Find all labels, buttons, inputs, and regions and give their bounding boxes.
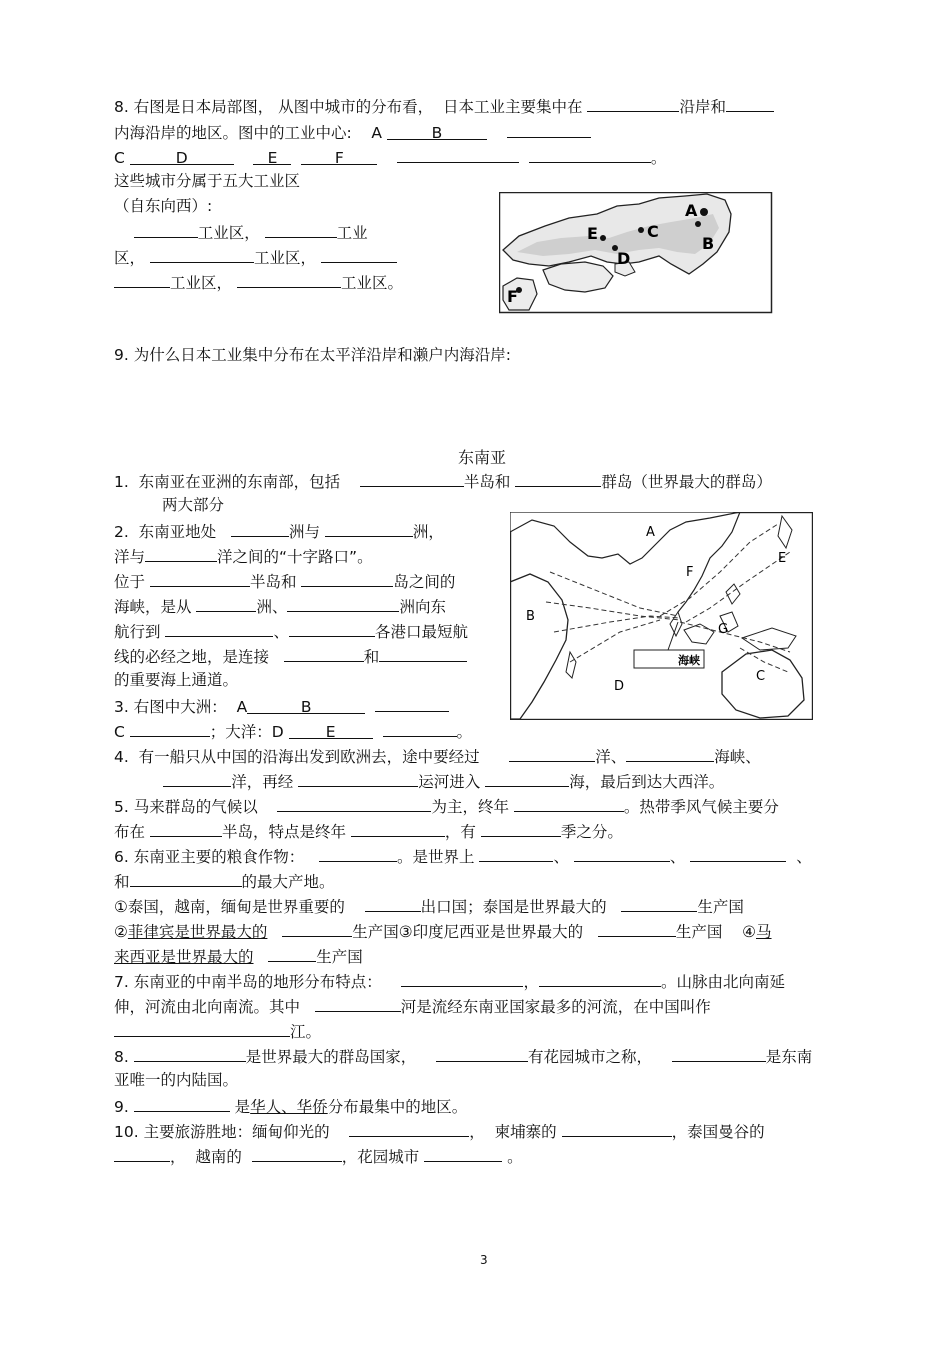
- city-e-dot: [600, 235, 606, 241]
- blank[interactable]: [265, 221, 337, 238]
- blank[interactable]: [268, 945, 316, 962]
- city-a-dot: [700, 208, 708, 216]
- southeast-asia-map: [510, 512, 813, 720]
- japan-q8-line5: （自东向西）:: [114, 197, 213, 215]
- blank-e[interactable]: E: [289, 722, 373, 739]
- blank[interactable]: [587, 95, 679, 112]
- blank[interactable]: [383, 720, 457, 737]
- japan-q9: 9. 为什么日本工业集中分布在太平洋沿岸和濑户内海沿岸:: [114, 346, 511, 364]
- blank[interactable]: [515, 470, 601, 487]
- blank[interactable]: [481, 820, 561, 837]
- map-label: D: [617, 249, 631, 268]
- city-c-dot: [638, 227, 644, 233]
- sea-q3-line1: 3. 右图中大洲： A B: [114, 695, 449, 717]
- blank[interactable]: [277, 795, 431, 812]
- blank[interactable]: [321, 246, 397, 263]
- sea-q6-line4: ②菲律宾是世界最大的 生产国③印度尼西亚是世界最大的 生产国 ④马: [114, 920, 772, 942]
- blank[interactable]: [134, 221, 198, 238]
- strait-label: 海峡: [678, 654, 700, 667]
- blank[interactable]: [507, 121, 591, 138]
- map-label: F: [686, 565, 694, 580]
- blank[interactable]: [301, 570, 393, 587]
- japan-q8-line2: 内海沿岸的地区。图中的工业中心: A B: [114, 121, 591, 143]
- blank[interactable]: [375, 695, 449, 712]
- blank[interactable]: [401, 970, 523, 987]
- japan-map: [499, 192, 773, 314]
- blank[interactable]: [231, 520, 289, 537]
- blank[interactable]: [626, 745, 714, 762]
- sea-q10-line2: ， 越南的 ，花园城市 。: [114, 1145, 523, 1167]
- sea-q7-line1: 7. 东南亚的中南半岛的地形分布特点： ， 。山脉由北向南延: [114, 970, 785, 992]
- blank[interactable]: [514, 795, 624, 812]
- blank[interactable]: [114, 1145, 170, 1162]
- page-number: 3: [480, 1253, 488, 1267]
- japan-q8-line3: C D E F 。: [114, 146, 666, 168]
- blank[interactable]: [509, 745, 595, 762]
- sea-q8-line2: 亚唯一的内陆国。: [114, 1071, 239, 1089]
- sea-q7-line2: 伸，河流由北向南流。其中 河是流经东南亚国家最多的河流，在中国叫作: [114, 995, 711, 1017]
- map-label: E: [587, 224, 598, 243]
- blank[interactable]: [114, 1020, 290, 1037]
- map-label: D: [614, 679, 625, 694]
- blank[interactable]: [134, 1095, 230, 1112]
- blank[interactable]: [150, 820, 222, 837]
- section-title: 东南亚: [458, 448, 507, 467]
- sea-q8-line1: 8. 是世界最大的群岛国家， 有花园城市之称， 是东南: [114, 1045, 812, 1067]
- blank[interactable]: [529, 146, 651, 163]
- blank[interactable]: [134, 1045, 246, 1062]
- sea-q3-line2: C ；大洋：D E 。: [114, 720, 472, 742]
- blank-d[interactable]: D: [130, 148, 234, 165]
- map-label: G: [718, 622, 729, 637]
- blank[interactable]: [397, 146, 519, 163]
- sea-q1-line2: 两大部分: [162, 496, 225, 514]
- sea-q1-line1: 1. 东南亚在亚洲的东南部，包括 半岛和 群岛（世界最大的群岛）: [114, 470, 772, 492]
- blank[interactable]: [436, 1045, 528, 1062]
- blank[interactable]: [298, 770, 418, 787]
- city-b-dot: [695, 221, 701, 227]
- blank[interactable]: [150, 246, 254, 263]
- sea-q10-line1: 10. 主要旅游胜地：缅甸仰光的 ， 柬埔寨的 ，泰国曼谷的: [114, 1120, 765, 1142]
- blank[interactable]: [145, 545, 217, 562]
- japan-q8-line6: 工业区， 工业: [114, 221, 368, 243]
- blank[interactable]: [379, 645, 467, 662]
- map-label: E: [778, 551, 787, 566]
- blank[interactable]: [315, 995, 401, 1012]
- sea-q2-line6: 线的必经之地，是连接 和: [114, 645, 467, 667]
- blank[interactable]: [351, 820, 445, 837]
- sea-q2-line2: 洋与 洋之间的“十字路口”。: [114, 545, 373, 567]
- sea-q2-line7: 的重要海上通道。: [114, 671, 239, 689]
- blank[interactable]: [621, 895, 697, 912]
- sea-q5-line1: 5. 马来群岛的气候以 为主，终年 。热带季风气候主要分: [114, 795, 779, 817]
- map-label: F: [507, 287, 518, 306]
- blank[interactable]: [287, 595, 399, 612]
- sea-q7-line3: 江。: [114, 1020, 321, 1042]
- blank[interactable]: [424, 1145, 502, 1162]
- blank[interactable]: [349, 1120, 469, 1137]
- blank[interactable]: [196, 595, 256, 612]
- japan-q8-line8: 工业区， 工业区。: [114, 271, 403, 293]
- blank[interactable]: [284, 645, 364, 662]
- map-label: A: [646, 525, 655, 540]
- blank-b[interactable]: B: [387, 123, 487, 140]
- blank[interactable]: [479, 845, 553, 862]
- sea-q5-line2: 布在 半岛，特点是终年 ，有 季之分。: [114, 820, 623, 842]
- blank[interactable]: [690, 845, 786, 862]
- sea-q4-line1: 4. 有一船只从中国的沿海出发到欧洲去，途中要经过 洋、 海峡、: [114, 745, 761, 767]
- map-label: C: [647, 222, 659, 241]
- sea-q6-line1: 6. 东南亚主要的粮食作物： 。是世界上 、 、 、: [114, 845, 812, 867]
- sea-q6-line3: ①泰国，越南，缅甸是世界重要的 出口国；泰国是世界最大的 生产国: [114, 895, 744, 917]
- blank-e[interactable]: E: [253, 148, 291, 165]
- sea-q2-line4: 海峡，是从 洲、 洲向东: [114, 595, 446, 617]
- blank[interactable]: [672, 1045, 766, 1062]
- blank[interactable]: [726, 95, 774, 112]
- blank[interactable]: [289, 620, 375, 637]
- blank[interactable]: [165, 620, 273, 637]
- blank[interactable]: [252, 1145, 342, 1162]
- blank[interactable]: [163, 770, 231, 787]
- blank[interactable]: [130, 870, 242, 887]
- sea-q6-line5: 来西亚是世界最大的 生产国: [114, 945, 363, 967]
- blank[interactable]: [237, 271, 341, 288]
- blank[interactable]: [539, 970, 661, 987]
- map-label: C: [756, 669, 766, 684]
- japan-q8-line1: 8. 右图是日本局部图， 从图中城市的分布看， 日本工业主要集中在 沿岸和: [114, 95, 774, 117]
- blank[interactable]: [562, 1120, 672, 1137]
- blank[interactable]: [130, 720, 210, 737]
- blank[interactable]: [485, 770, 569, 787]
- blank[interactable]: [282, 920, 352, 937]
- blank[interactable]: [150, 570, 250, 587]
- blank[interactable]: [365, 895, 421, 912]
- sea-q4-line2: 洋，再经 运河进入 海，最后到达大西洋。: [114, 770, 724, 792]
- blank[interactable]: [114, 271, 170, 288]
- sea-q2-line3: 位于 半岛和 岛之间的: [114, 570, 455, 592]
- blank-f[interactable]: F: [301, 148, 377, 165]
- sea-q2-line5: 航行到 、 各港口最短航: [114, 620, 468, 642]
- japan-q8-line4: 这些城市分属于五大工业区: [114, 172, 301, 190]
- sea-q2-line1: 2. 东南亚地处 洲与 洲，: [114, 520, 444, 542]
- map-label: B: [702, 234, 715, 253]
- sea-q9: 9. 是华人、华侨分布最集中的地区。: [114, 1095, 467, 1117]
- blank[interactable]: [360, 470, 464, 487]
- sea-q6-line2: 和 的最大产地。: [114, 870, 335, 892]
- map-label: B: [526, 609, 535, 624]
- blank[interactable]: [574, 845, 670, 862]
- blank[interactable]: [598, 920, 676, 937]
- map-label: A: [685, 201, 698, 220]
- blank[interactable]: [319, 845, 397, 862]
- japan-q8-line7: 区， 工业区，: [114, 246, 397, 268]
- blank-b[interactable]: B: [247, 697, 365, 714]
- blank[interactable]: [325, 520, 413, 537]
